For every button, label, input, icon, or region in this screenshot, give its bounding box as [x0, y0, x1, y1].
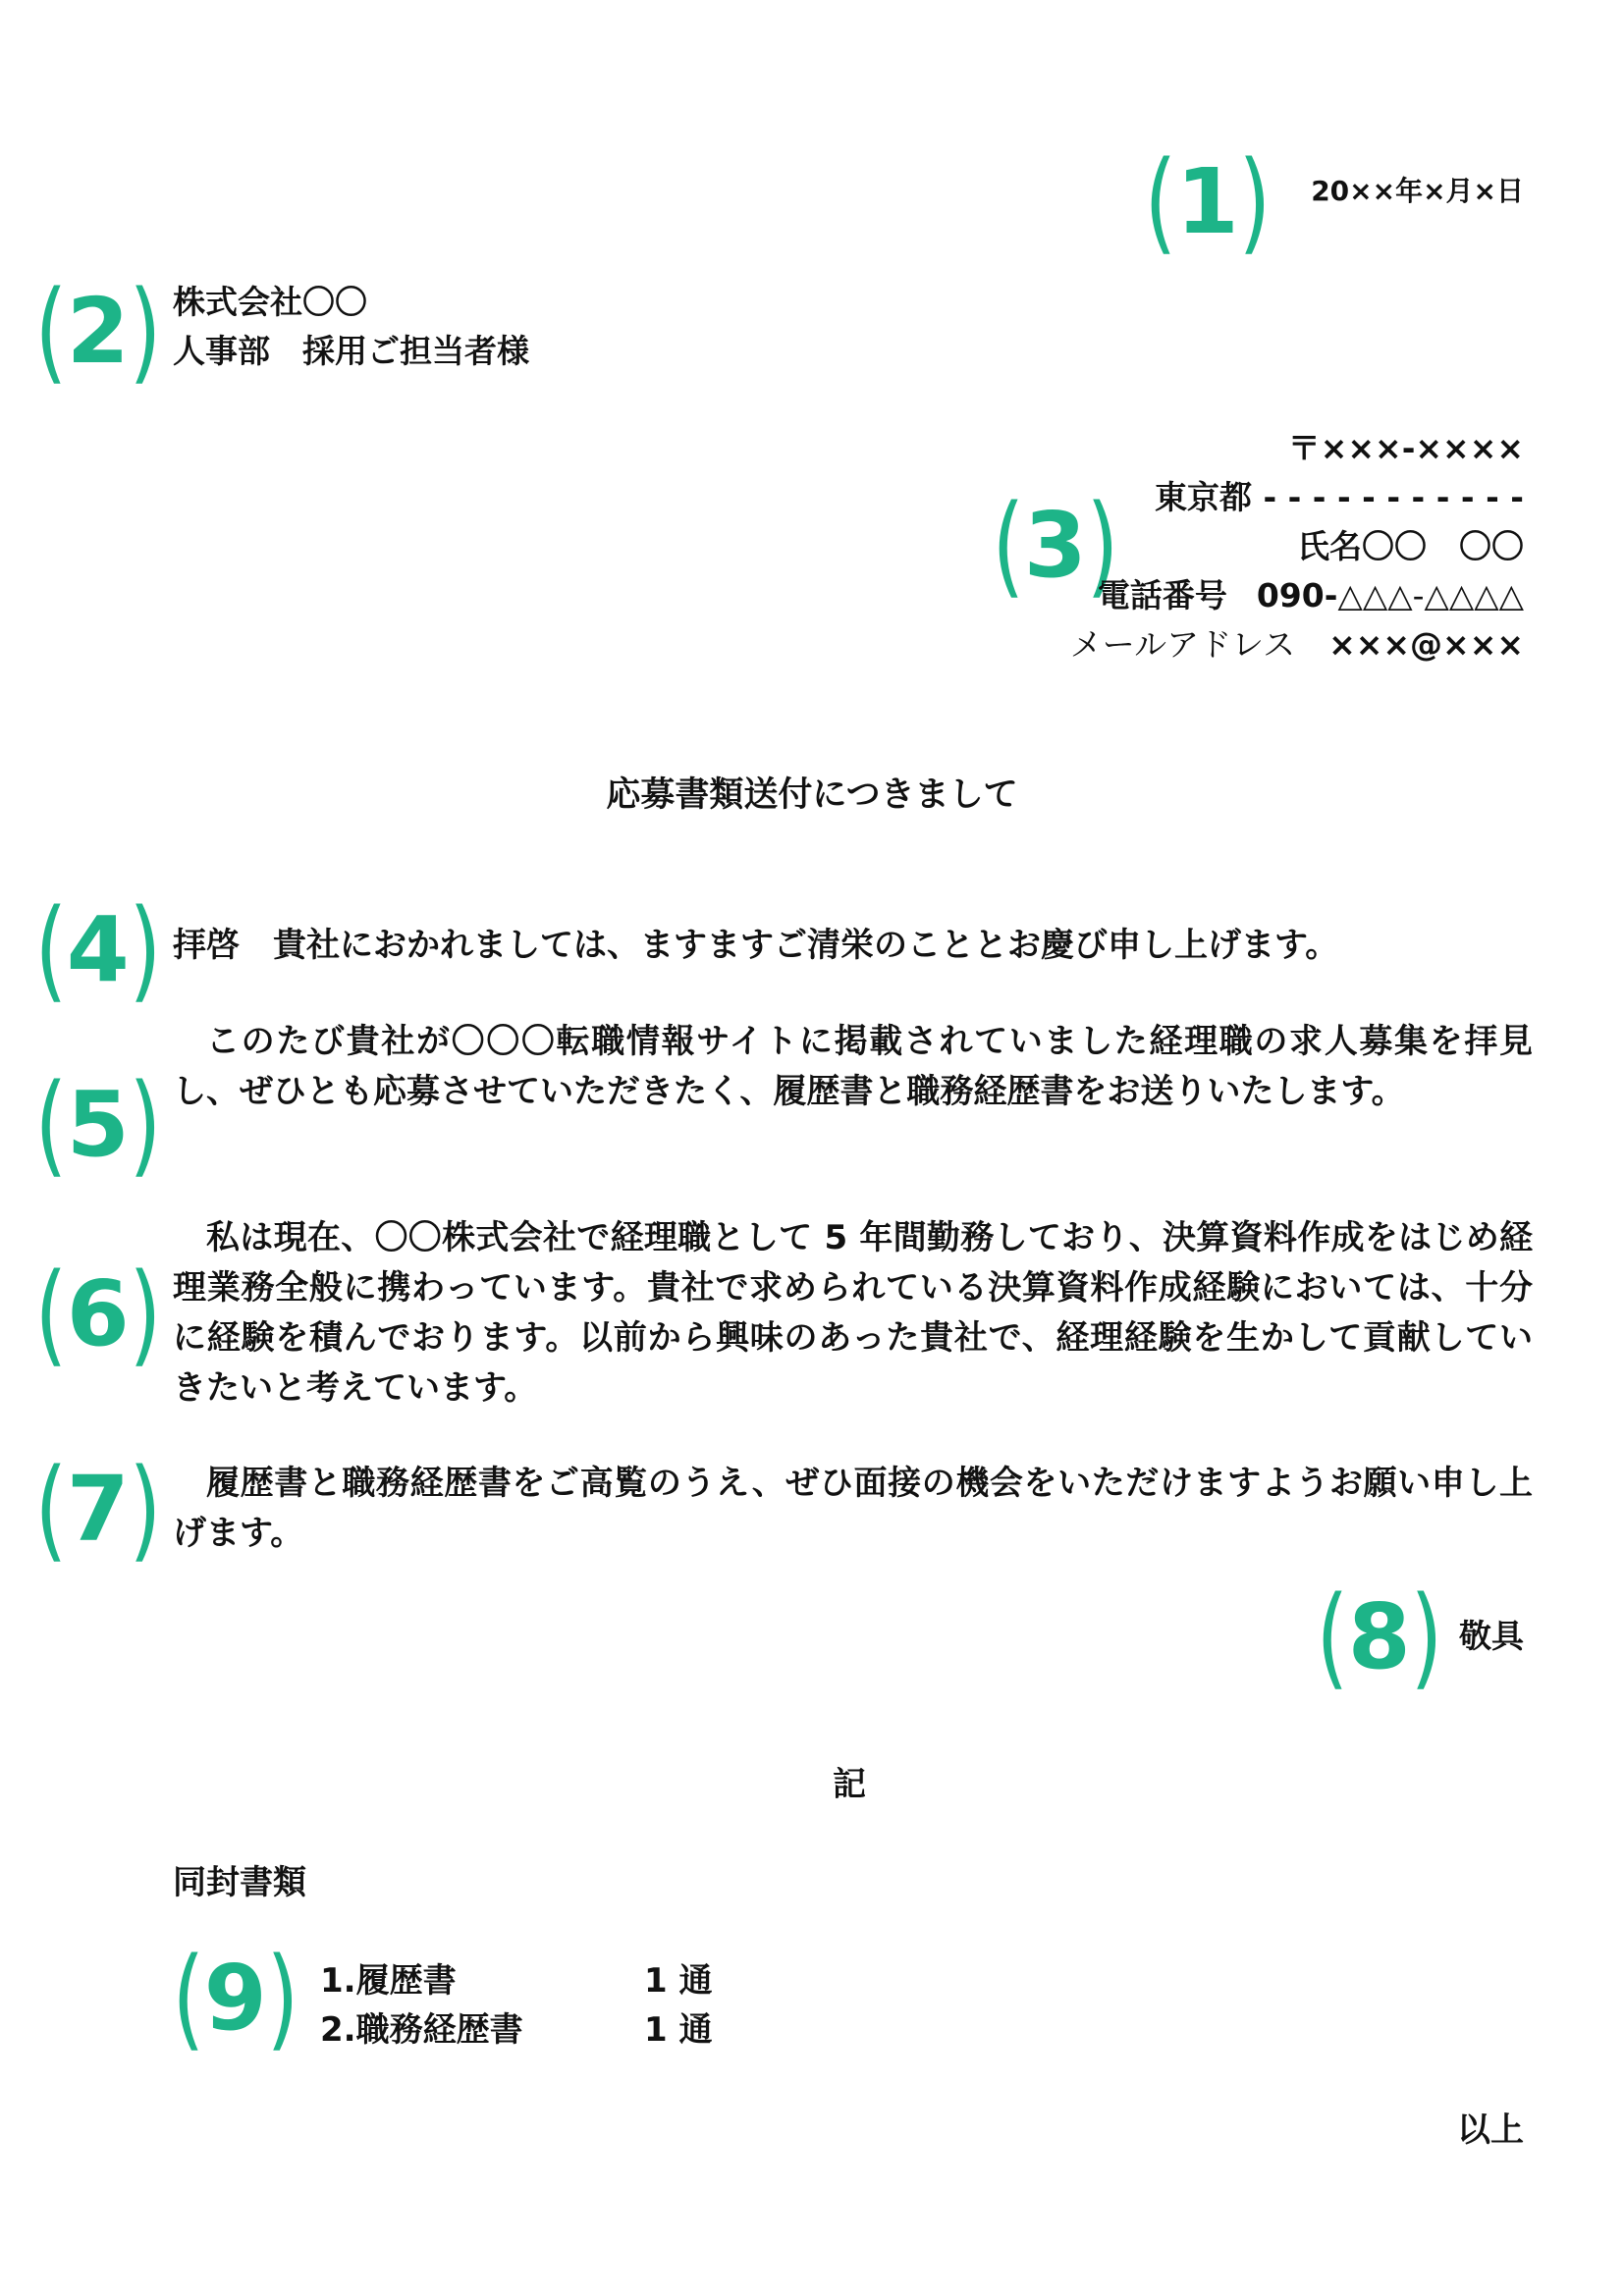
open-paren: (: [34, 886, 68, 1014]
open-paren: (: [34, 268, 68, 396]
email-value: ×××@×××: [1328, 625, 1524, 664]
close-paren: ): [129, 1251, 161, 1378]
sender-block: [974, 424, 1524, 669]
experience-text-before: 私は現在、〇〇株式会社で経理職として: [206, 1218, 813, 1257]
open-paren: (: [172, 1935, 205, 2062]
annotation-marker-5: ( 5 ): [34, 1061, 161, 1189]
list-item: [320, 1956, 713, 2005]
phone-label: 電話番号: [1097, 576, 1227, 614]
annotation-marker-7: ( 7 ): [34, 1446, 161, 1574]
enclosure-item: 2.職務経歴書: [320, 2010, 523, 2050]
annotation-marker-1: ( 1 ): [1144, 138, 1271, 266]
close-paren: ): [266, 1935, 298, 2062]
experience-years: 5: [824, 1218, 848, 1257]
close-paren: ): [1238, 138, 1271, 266]
close-paren: ): [129, 1446, 161, 1574]
ki-heading: 記: [833, 1765, 866, 1804]
enclosure-qty: 1 通: [644, 2010, 713, 2050]
annotation-marker-3: ( 3 ): [992, 482, 1118, 610]
paragraph-experience: [173, 1213, 1533, 1414]
annotation-marker-4: ( 4 ): [34, 886, 161, 1014]
close-paren: ): [129, 886, 161, 1014]
annotation-marker-8: ( 8 ): [1316, 1574, 1442, 1701]
sender-name: 氏名〇〇 〇〇: [1297, 527, 1524, 565]
open-paren: (: [992, 482, 1025, 610]
experience-text-after: 年間勤務しており、決算資料作成をはじめ経理業務全般に携わっています。貴社で求められている決算資料作成経験においては、十分に経験を積んでおります。以前から興味のあった貴社で、経理経験を生かして貢献していきたいと考えています。: [173, 1218, 1533, 1408]
close-paren: ): [129, 268, 161, 396]
open-paren: (: [34, 1061, 68, 1189]
phone-prefix: 090-: [1256, 576, 1338, 614]
enclosure-item: 1.履歴書: [320, 1961, 457, 2001]
sender-address: 東京都 - - - - - - - - - - -: [1154, 478, 1524, 516]
enclosure-qty: 1 通: [644, 1961, 713, 2001]
annotation-marker-2: ( 2 ): [34, 268, 161, 396]
letter-subject: 応募書類送付につきまして: [606, 775, 1018, 815]
greeting-line: 拝啓 貴社におかれましては、ますますご清栄のこととお慶び申し上げます。: [173, 926, 1339, 965]
enclosure-heading: 同封書類: [173, 1863, 306, 1902]
open-paren: (: [1144, 138, 1177, 266]
close-paren: ): [1410, 1574, 1442, 1701]
open-paren: (: [1316, 1574, 1349, 1701]
sender-email: [974, 620, 1524, 669]
enclosure-list: [320, 1956, 713, 2055]
email-label: メールアドレス: [1069, 625, 1296, 664]
paragraph-request: 履歴書と職務経歴書をご高覧のうえ、ぜひ面接の機会をいただけますようお願い申し上げます。: [173, 1464, 1533, 1553]
end-ijou: 以上: [1457, 2110, 1524, 2150]
annotation-marker-6: ( 6 ): [34, 1251, 161, 1378]
sender-phone: [974, 571, 1524, 620]
open-paren: (: [34, 1446, 68, 1574]
closing-keigu: 敬具: [1459, 1617, 1524, 1655]
close-paren: ): [1086, 482, 1118, 610]
annotation-marker-9: ( 9 ): [172, 1935, 298, 2062]
letter-date: 20××年×月×日: [1311, 175, 1524, 207]
paragraph-application: このたび貴社が〇〇〇転職情報サイトに掲載されていました経理職の求人募集を拝見し、ぜひとも応募させていただきたく、履歴書と職務経歴書をお送りいたします。: [173, 1022, 1533, 1111]
phone-rest: △△△-△△△△: [1337, 576, 1524, 614]
sender-postal: 〒×××-××××: [1287, 429, 1524, 467]
open-paren: (: [34, 1251, 68, 1378]
recipient-department: 人事部 採用ご担当者様: [173, 332, 529, 370]
list-item: [320, 2005, 713, 2055]
recipient-company: 株式会社〇〇: [173, 283, 367, 321]
close-paren: ): [129, 1061, 161, 1189]
